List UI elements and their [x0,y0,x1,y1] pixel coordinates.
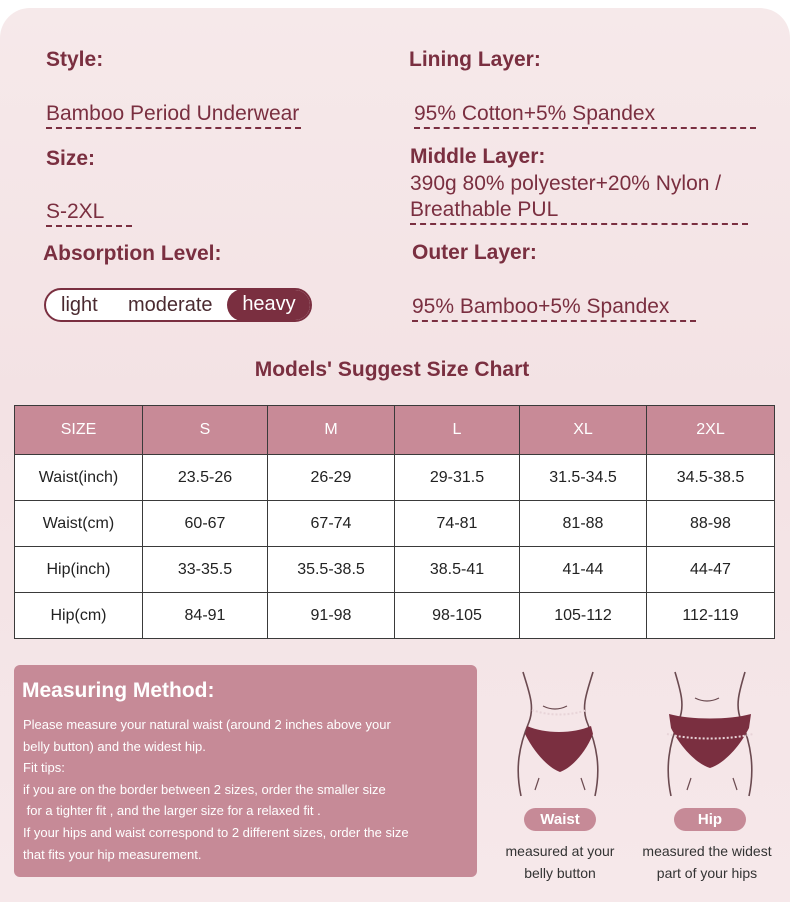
table-cell: 67-74 [268,501,395,547]
table-cell: 60-67 [143,501,268,547]
table-cell: 105-112 [520,593,647,639]
table-cell: 91-98 [268,593,395,639]
table-row [15,593,775,639]
absorption-option-moderate: moderate [128,294,213,316]
style-label: Style: [46,48,104,71]
table-cell: 35.5-38.5 [268,547,395,593]
row-label: Waist(inch) [15,455,143,501]
table-cell: 31.5-34.5 [520,455,647,501]
table-cell: 98-105 [395,593,520,639]
waist-caption-line: belly button [524,865,596,881]
row-label: Hip(cm) [15,593,143,639]
size-chart-table [14,405,775,639]
hip-badge: Hip [674,808,746,831]
table-cell: 33-35.5 [143,547,268,593]
table-cell: 112-119 [647,593,775,639]
table-row [15,455,775,501]
middle-layer-value-line1: 390g 80% polyester+20% Nylon / [410,172,722,195]
hip-caption-line: measured the widest [642,843,772,859]
waist-measurement-illustration [505,668,615,800]
style-value: Bamboo Period Underwear [46,100,301,129]
middle-layer-value-line2: Breathable PUL [410,196,748,225]
outer-layer-label: Outer Layer: [412,241,537,264]
table-cell: 88-98 [647,501,775,547]
table-cell: 29-31.5 [395,455,520,501]
table-cell: 34.5-38.5 [647,455,775,501]
waist-caption [490,840,630,884]
header-cell: SIZE [15,406,143,455]
hip-caption [632,840,782,884]
hip-measurement-illustration [655,668,765,800]
measuring-text-line: if you are on the border between 2 sizes, order the smaller size [23,782,386,797]
table-cell: 74-81 [395,501,520,547]
measuring-text-line: for a tighter fit , and the larger size for a relaxed fit . [23,803,321,818]
row-label: Waist(cm) [15,501,143,547]
table-cell: 38.5-41 [395,547,520,593]
absorption-option-heavy-selected: heavy [227,289,311,321]
header-cell: XL [520,406,647,455]
table-cell: 44-47 [647,547,775,593]
table-cell: 81-88 [520,501,647,547]
table-row [15,501,775,547]
table-row [15,547,775,593]
header-cell: L [395,406,520,455]
measuring-text-line: If your hips and waist correspond to 2 different sizes, order the size [23,825,409,840]
waist-badge: Waist [524,808,596,831]
measuring-text-line: Fit tips: [23,760,65,775]
measuring-text-line: belly button) and the widest hip. [23,739,206,754]
size-chart-header-row [15,406,775,455]
absorption-label: Absorption Level: [43,242,222,265]
middle-layer-label: Middle Layer: [410,145,546,168]
measuring-text-line: Please measure your natural waist (around 2 inches above your [23,717,391,732]
table-cell: 41-44 [520,547,647,593]
table-cell: 84-91 [143,593,268,639]
measuring-text-line: that fits your hip measurement. [23,847,202,862]
lining-value: 95% Cotton+5% Spandex [414,100,756,129]
outer-layer-value: 95% Bamboo+5% Spandex [412,293,696,322]
table-cell: 26-29 [268,455,395,501]
absorption-option-light: light [61,294,98,316]
lining-label: Lining Layer: [409,48,541,71]
size-chart-title: Models' Suggest Size Chart [254,358,530,381]
header-cell: M [268,406,395,455]
waist-caption-line: measured at your [505,843,615,859]
size-label: Size: [46,147,96,170]
header-cell: 2XL [647,406,775,455]
size-value: S-2XL [46,198,132,227]
measuring-method-title: Measuring Method: [22,679,215,702]
measuring-method-panel [14,665,477,877]
absorption-level-selector [44,288,312,322]
table-cell: 23.5-26 [143,455,268,501]
header-cell: S [143,406,268,455]
hip-caption-line: part of your hips [656,865,758,881]
row-label: Hip(inch) [15,547,143,593]
